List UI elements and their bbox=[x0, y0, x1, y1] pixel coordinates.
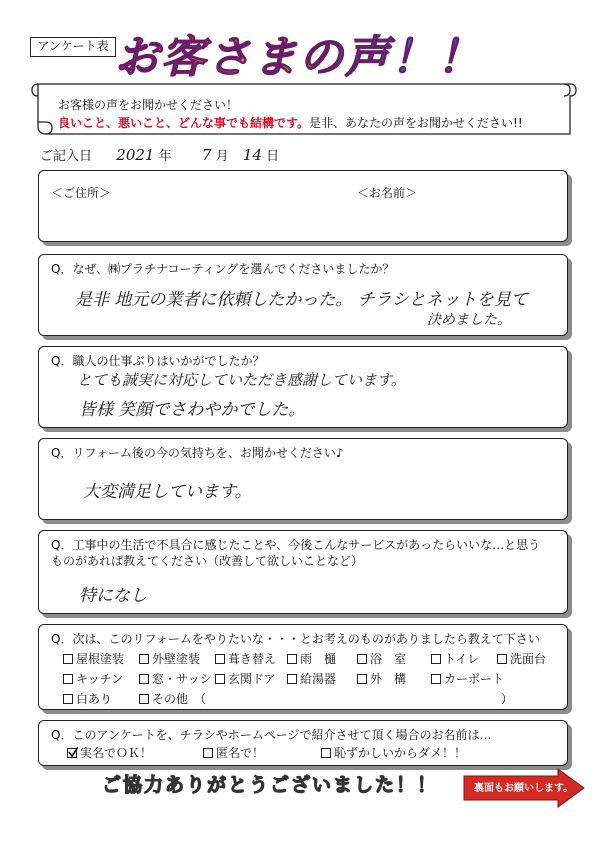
checkbox[interactable] bbox=[287, 654, 297, 664]
question-feeling: Q．リフォーム後の今の気持ちを、お聞かせください♪ bbox=[51, 446, 344, 460]
question-name-permission: Q．このアンケートを、チラシやホームページで紹介させて頂く場合のお名前は… bbox=[51, 728, 492, 742]
date-month-unit: 月 bbox=[215, 149, 229, 164]
question-issues-line2: ものがあれば教えてください（改善して欲しいことなど） bbox=[51, 554, 364, 568]
option-water-heater[interactable]: 給湯器 bbox=[287, 671, 336, 687]
question-box-name-permission bbox=[38, 720, 568, 766]
date-year: 2021 bbox=[116, 146, 155, 164]
date-day: 14 bbox=[242, 146, 262, 164]
answer-reason-line2: 決めました。 bbox=[427, 312, 511, 328]
question-box-issues bbox=[38, 530, 568, 614]
option-anonymous[interactable]: 匿名で！ bbox=[203, 745, 264, 761]
other-close-paren: ） bbox=[501, 692, 514, 706]
option-kitchen[interactable]: キッチン bbox=[63, 671, 123, 687]
question-box-reason bbox=[38, 254, 568, 336]
option-entrance-door[interactable]: 玄関ドア bbox=[215, 671, 276, 687]
question-next-reform: Q．次は、このリフォームをやりたいな・・・とお考えのものがありましたら教えて下さい bbox=[51, 632, 540, 646]
option-exterior[interactable]: 外 構 bbox=[357, 671, 406, 687]
address-box bbox=[38, 170, 568, 242]
option-toilet[interactable]: トイレ bbox=[431, 651, 479, 667]
option-other[interactable]: その他 （ bbox=[139, 691, 206, 707]
answer-feeling: 大変満足しています。 bbox=[83, 482, 252, 502]
survey-tag: アンケート表 bbox=[30, 37, 116, 57]
intro-emphasis: 良いこと、悪いこと、どんな事でも結構です。 bbox=[58, 116, 310, 130]
checkbox[interactable] bbox=[63, 694, 73, 704]
checkbox[interactable] bbox=[63, 654, 73, 664]
checkbox[interactable] bbox=[287, 674, 297, 684]
option-termite[interactable]: 白あり bbox=[63, 691, 112, 707]
checkbox[interactable] bbox=[321, 748, 331, 758]
option-carport[interactable]: カーポート bbox=[431, 671, 504, 687]
checkbox[interactable] bbox=[431, 654, 441, 664]
checked-checkbox[interactable] bbox=[67, 748, 77, 758]
checkbox[interactable] bbox=[139, 674, 149, 684]
question-craftsman: Q．職人の仕事ぶりはいかがでしたか？ bbox=[51, 354, 265, 368]
option-refuse[interactable]: 恥ずかしいからダメ！！ bbox=[321, 745, 466, 761]
checkbox[interactable] bbox=[63, 674, 73, 684]
option-roof-paint[interactable]: 屋根塗装 bbox=[63, 651, 124, 667]
back-side-note: 裏面もお願いします。 bbox=[474, 783, 574, 794]
intro-line1: お客様の声をお聞かせください！ bbox=[58, 98, 239, 112]
checkbox[interactable] bbox=[139, 694, 149, 704]
answer-reason-line1: 是非 地元の業者に依頼したかった。 チラシとネットを見て bbox=[75, 290, 528, 310]
option-window-sash[interactable]: 窓・サッシ bbox=[139, 671, 212, 687]
intro-rest: 是非、あなたの声をお聞かせください!! bbox=[309, 116, 523, 130]
question-box-craftsman bbox=[38, 346, 568, 428]
date-year-unit: 年 bbox=[158, 149, 172, 164]
date-label: ご記入日 bbox=[40, 149, 93, 164]
option-wall-paint[interactable]: 外壁塗装 bbox=[139, 651, 200, 667]
option-real-name[interactable]: 実名でＯＫ！ bbox=[67, 745, 152, 761]
date-day-unit: 日 bbox=[266, 149, 280, 164]
checkbox[interactable] bbox=[431, 674, 441, 684]
answer-craftsman-line2: 皆様 笑顔でさわやかでした。 bbox=[79, 400, 306, 420]
checkbox[interactable] bbox=[215, 654, 225, 664]
checkbox[interactable] bbox=[203, 748, 213, 758]
name-label: ＜お名前＞ bbox=[357, 186, 418, 200]
checkbox[interactable] bbox=[497, 654, 507, 664]
checkbox[interactable] bbox=[357, 674, 367, 684]
checkbox[interactable] bbox=[357, 654, 367, 664]
intro-line2 bbox=[58, 114, 523, 132]
back-side-arrow bbox=[462, 768, 586, 808]
address-label: ＜ご住所＞ bbox=[51, 186, 112, 200]
option-gutter[interactable]: 雨 樋 bbox=[287, 651, 336, 667]
checkbox[interactable] bbox=[215, 674, 225, 684]
answer-craftsman-line1: とても誠実に対応していただき感謝しています。 bbox=[77, 371, 406, 389]
date-month: 7 bbox=[201, 146, 212, 164]
question-reason: Q．なぜ、㈱プラチナコーティングを選んでくださいましたか？ bbox=[51, 262, 395, 276]
thanks-message: ご協力ありがとうございました！！ bbox=[102, 774, 439, 796]
option-bathroom[interactable]: 浴 室 bbox=[357, 651, 406, 667]
checkbox[interactable] bbox=[139, 654, 149, 664]
option-washbasin[interactable]: 洗面台 bbox=[497, 651, 546, 667]
date-row bbox=[40, 146, 279, 166]
option-reroofing[interactable]: 葺き替え bbox=[215, 651, 276, 667]
page-title: お客さまの声！！ bbox=[115, 28, 535, 88]
question-box-next-reform bbox=[38, 624, 568, 710]
question-box-feeling bbox=[38, 438, 568, 520]
answer-issues: 特になし bbox=[79, 586, 147, 606]
check-icon bbox=[68, 747, 78, 757]
question-issues-line1: Q．工事中の生活で不具合に感じたことや、今後こんなサービスがあったらいいな…と思う bbox=[51, 538, 541, 552]
